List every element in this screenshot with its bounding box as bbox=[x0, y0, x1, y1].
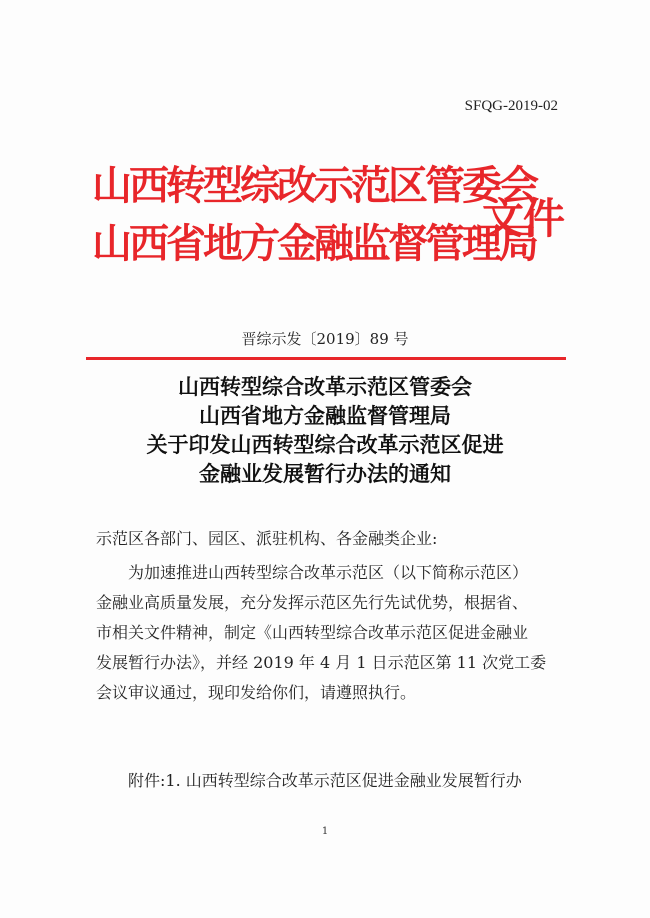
page-number: 1 bbox=[321, 826, 329, 837]
paragraph-line: 市相关文件精神，制定《山西转型综合改革示范区促进金融业 bbox=[96, 623, 529, 642]
attachment-line: 附件:1. 山西转型综合改革示范区促进金融业发展暂行办 bbox=[128, 771, 522, 790]
paragraph-line: 发展暂行办法》，并经 2019 年 4 月 1 日示范区第 11 次党工委 bbox=[96, 653, 547, 672]
title-line: 山西转型综合改革示范区管委会 bbox=[178, 374, 472, 399]
document-title bbox=[0, 372, 650, 488]
header-org-line-2: 山西省地方金融监督管理局 bbox=[92, 221, 536, 267]
document-code: SFQG-2019-02 bbox=[464, 98, 558, 114]
header-org-line-1: 山西转型综改示范区管委会 bbox=[92, 163, 536, 209]
header-suffix: 文件 bbox=[482, 194, 565, 243]
paragraph-line: 会议审议通过，现印发给你们，请遵照执行。 bbox=[96, 683, 417, 702]
title-line: 关于印发山西转型综合改革示范区促进 bbox=[146, 432, 504, 457]
title-line: 山西省地方金融监督管理局 bbox=[199, 403, 451, 428]
document-number: 晋综示发〔2019〕89 号 bbox=[241, 330, 409, 348]
title-line: 金融业发展暂行办法的通知 bbox=[199, 461, 451, 486]
red-divider bbox=[86, 357, 566, 360]
salutation: 示范区各部门、园区、派驻机构、各金融类企业: bbox=[96, 529, 438, 548]
paragraph-line: 为加速推进山西转型综合改革示范区（以下简称示范区） bbox=[128, 563, 529, 582]
body-paragraph bbox=[96, 558, 566, 708]
red-header bbox=[92, 158, 565, 288]
paragraph-line: 金融业高质量发展，充分发挥示范区先行先试优势，根据省、 bbox=[96, 593, 529, 612]
